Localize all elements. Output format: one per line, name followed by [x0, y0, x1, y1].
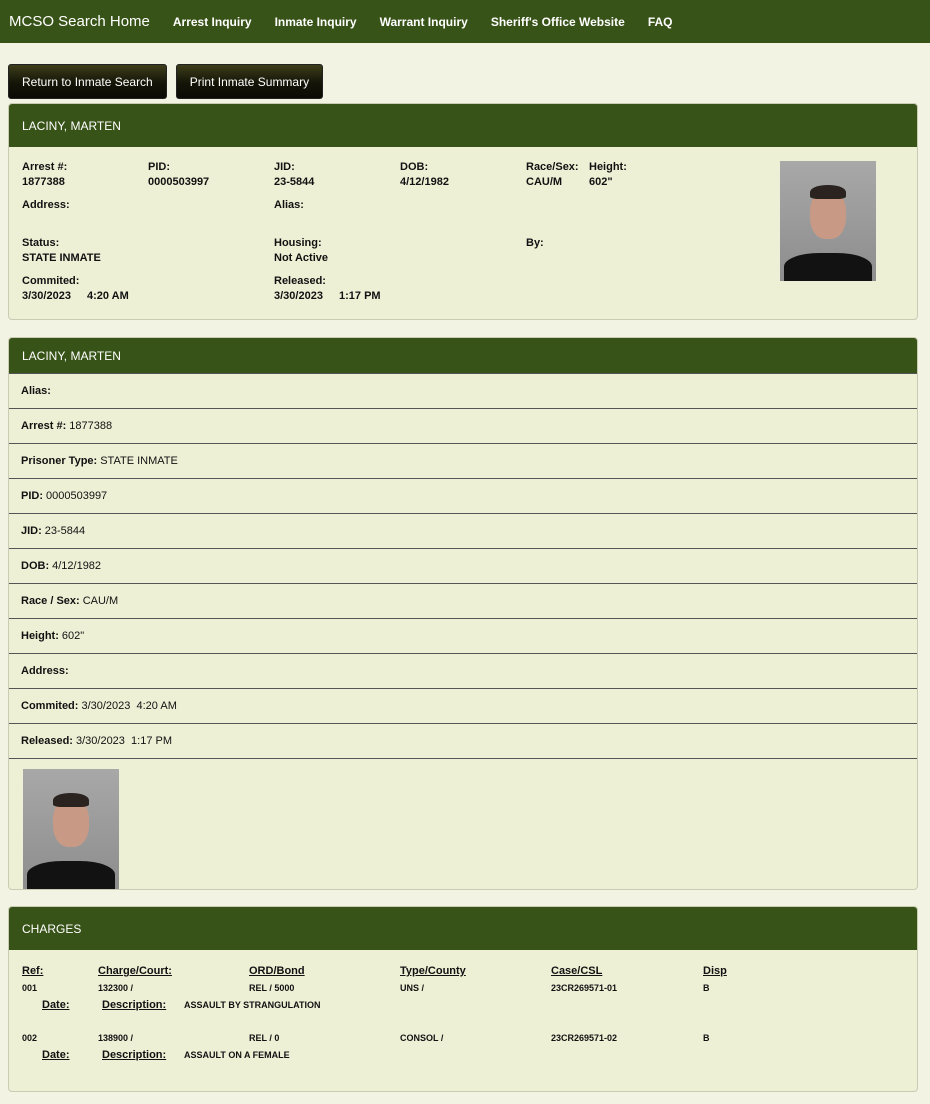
detail-row	[9, 479, 917, 514]
detail-row-value: 23-5844	[44, 525, 86, 537]
detail-row-label: Race / Sex:	[21, 595, 80, 607]
col-case: Case/CSL	[551, 965, 603, 977]
charge-type: CONSOL /	[400, 1033, 444, 1043]
charge-ord: REL / 5000	[249, 983, 295, 993]
detail-row-label: Prisoner Type:	[21, 455, 98, 467]
col-ord: ORD/Bond	[249, 965, 305, 977]
nav-faq[interactable]: FAQ	[647, 14, 673, 29]
status-field: Status: STATE INMATE	[22, 237, 101, 264]
detail-row	[9, 689, 917, 724]
charge-case: 23CR269571-01	[551, 983, 618, 993]
by-field: By:	[526, 237, 544, 249]
detail-row	[9, 654, 917, 689]
col-type: Type/County	[400, 965, 466, 977]
detail-row-label: Address:	[21, 665, 69, 677]
detail-row-value: STATE INMATE	[100, 455, 178, 467]
detail-row	[9, 549, 917, 584]
charge-charge: 138900 /	[98, 1033, 134, 1043]
detail-row	[9, 444, 917, 479]
nav-sheriff-website[interactable]: Sheriff's Office Website	[490, 14, 625, 29]
charge-ord: REL / 0	[249, 1033, 280, 1043]
detail-row-value: CAU/M	[82, 595, 119, 607]
detail-row-value: 3/30/2023 4:20 AM	[81, 700, 177, 712]
charge-ref: 002	[22, 1033, 38, 1043]
charge-date-label: Date:	[42, 1049, 70, 1061]
inmate-photo	[780, 161, 876, 281]
charge-ref: 001	[22, 983, 38, 993]
detail-row	[9, 724, 917, 759]
detail-row-label: Height:	[21, 630, 59, 642]
charge-date-label: Date:	[42, 999, 70, 1011]
nav-arrest-inquiry[interactable]: Arrest Inquiry	[172, 14, 252, 29]
arrest-field: Arrest #: 1877388	[22, 161, 68, 188]
return-to-search-button[interactable]: Return to Inmate Search	[8, 64, 167, 99]
nav-inmate-inquiry[interactable]: Inmate Inquiry	[274, 14, 357, 29]
col-disp: Disp	[703, 965, 727, 977]
nav-home-link[interactable]: MCSO Search Home	[9, 13, 150, 30]
charge-description-label: Description:	[102, 999, 167, 1011]
alias-field: Alias:	[274, 199, 304, 211]
inmate-photo-large	[23, 769, 119, 889]
race-sex-field: Race/Sex: CAU/M	[526, 161, 579, 188]
col-ref: Ref:	[22, 965, 44, 977]
detail-row-label: Released:	[21, 735, 73, 747]
detail-row	[9, 584, 917, 619]
commited-field: Commited: 3/30/2023 4:20 AM	[22, 275, 129, 302]
detail-row-value: 1877388	[69, 420, 113, 432]
print-summary-button[interactable]: Print Inmate Summary	[176, 64, 323, 99]
detail-row-label: PID:	[21, 490, 43, 502]
released-field: Released: 3/30/2023 1:17 PM	[274, 275, 381, 302]
jid-field: JID: 23-5844	[274, 161, 315, 188]
charges-panel	[8, 906, 918, 1092]
height-field: Height: 602"	[589, 161, 627, 188]
address-field: Address:	[22, 199, 70, 211]
detail-rows	[9, 374, 917, 759]
detail-row-value: 602"	[61, 630, 85, 642]
nav-warrant-inquiry[interactable]: Warrant Inquiry	[379, 14, 468, 29]
detail-panel-title: LACINY, MARTEN	[9, 338, 917, 374]
detail-panel	[8, 337, 918, 890]
detail-row-value: 0000503997	[46, 490, 108, 502]
detail-row-value: 4/12/1982	[52, 560, 102, 572]
detail-row-label: JID:	[21, 525, 42, 537]
pid-field: PID: 0000503997	[148, 161, 210, 188]
charge-case: 23CR269571-02	[551, 1033, 618, 1043]
detail-row-label: Commited:	[21, 700, 79, 712]
detail-row-label: Arrest #:	[21, 420, 67, 432]
charge-disp: B	[703, 1033, 710, 1043]
charge-disp: B	[703, 983, 710, 993]
detail-row-label: DOB:	[21, 560, 50, 572]
summary-panel-title: LACINY, MARTEN	[9, 104, 917, 147]
charges-panel-title: CHARGES	[9, 907, 917, 950]
charge-description-label: Description:	[102, 1049, 167, 1061]
dob-field: DOB: 4/12/1982	[400, 161, 449, 188]
summary-panel	[8, 103, 918, 320]
charge-type: UNS /	[400, 983, 425, 993]
housing-field: Housing: Not Active	[274, 237, 328, 264]
detail-row-label: Alias:	[21, 385, 51, 397]
detail-row-value: 3/30/2023 1:17 PM	[75, 735, 172, 747]
charge-charge: 132300 /	[98, 983, 134, 993]
detail-row	[9, 374, 917, 409]
charge-description: ASSAULT BY STRANGULATION	[184, 1000, 321, 1010]
top-nav	[0, 0, 930, 43]
detail-row	[9, 619, 917, 654]
col-charge: Charge/Court:	[98, 965, 172, 977]
action-buttons	[8, 64, 323, 99]
detail-row	[9, 409, 917, 444]
charge-description: ASSAULT ON A FEMALE	[184, 1050, 290, 1060]
detail-row	[9, 514, 917, 549]
